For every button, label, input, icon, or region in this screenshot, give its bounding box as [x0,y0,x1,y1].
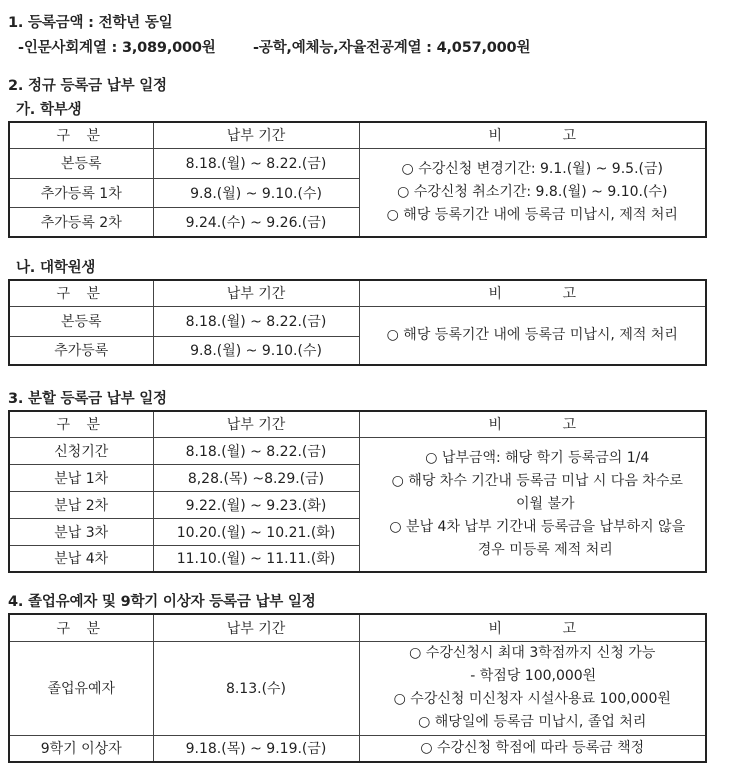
table-row [9,641,706,735]
remarks-cell [359,641,706,735]
table-row [9,735,706,762]
row-period: 9.8.(월) ~ 9.10.(수) [153,336,359,365]
col-header-period: 납부 기간 [153,614,359,641]
col-header-remarks: 비 고 [359,280,706,306]
row-period: 9.24.(수) ~ 9.26.(금) [153,207,359,237]
col-header-category: 구 분 [9,614,153,641]
col-header-category: 구 분 [9,280,153,306]
row-label: 분납 3차 [9,518,153,545]
row-label: 졸업유예자 [9,641,153,735]
remark-text: ○ 수강신청 미신청자 시설사용료 100,000원 [393,691,671,707]
remark-text: ○ 수강신청 학점에 따라 등록금 책정 [420,739,645,756]
row-label: 9학기 이상자 [9,735,153,762]
section3-title: 3. 분할 등록금 납부 일정 [8,391,167,407]
remark-text: ○ 해당 등록기간 내에 등록금 미납시, 제적 처리 [386,326,678,343]
row-period: 9.8.(월) ~ 9.10.(수) [153,178,359,207]
table-header-row [9,280,706,306]
tuition-engineering: -공학,예체능,자율전공계열 : 4,057,000원 [253,40,531,56]
row-period: 10.20.(월) ~ 10.21.(화) [153,518,359,545]
installment-schedule-table [8,410,707,573]
row-label: 추가등록 2차 [9,207,153,237]
undergrad-schedule-table [8,121,707,238]
grad-schedule-table [8,279,707,366]
row-period: 8.13.(수) [153,641,359,735]
row-label: 분납 4차 [9,545,153,572]
remark-text: ○ 납부금액: 해당 학기 등록금의 1/4 [425,449,650,466]
extended-students-table [8,613,707,763]
table-header-row [9,411,706,437]
tuition-humanities: -인문사회계열 : 3,089,000원 [18,40,216,56]
remarks-cell [359,735,706,762]
remark-text: ○ 해당 차수 기간내 등록금 미납 시 다음 차수로 [391,472,683,489]
row-label: 추가등록 1차 [9,178,153,207]
row-label: 본등록 [9,148,153,178]
grad-title: 나. 대학원생 [16,260,96,276]
remarks-cell [359,306,706,365]
undergrad-title: 가. 학부생 [16,102,82,118]
col-header-remarks: 비 고 [359,122,706,148]
col-header-period: 납부 기간 [153,122,359,148]
remark-text: 경우 미등록 제적 처리 [477,541,613,558]
col-header-period: 납부 기간 [153,411,359,437]
row-label: 본등록 [9,306,153,336]
col-header-period: 납부 기간 [153,280,359,306]
col-header-remarks: 비 고 [359,411,706,437]
row-label: 추가등록 [9,336,153,365]
row-period: 8.18.(월) ~ 8.22.(금) [153,306,359,336]
row-label: 분납 1차 [9,464,153,491]
row-period: 9.22.(월) ~ 9.23.(화) [153,491,359,518]
row-period: 8.18.(월) ~ 8.22.(금) [153,437,359,464]
row-label: 신청기간 [9,437,153,464]
remarks-cell [359,148,706,237]
remark-text: ○ 해당일에 등록금 미납시, 졸업 처리 [418,714,647,730]
row-period: 9.18.(목) ~ 9.19.(금) [153,735,359,762]
section4-title: 4. 졸업유예자 및 9학기 이상자 등록금 납부 일정 [8,594,316,610]
col-header-remarks: 비 고 [359,614,706,641]
table-row [9,306,706,336]
row-period: 8,28.(목) ~8.29.(금) [153,464,359,491]
section2-title: 2. 정규 등록금 납부 일정 [8,78,167,94]
table-row [9,148,706,178]
table-row [9,437,706,464]
remark-text: ○ 해당 등록기간 내에 등록금 미납시, 제적 처리 [386,206,678,223]
row-label: 분납 2차 [9,491,153,518]
remark-text: 이월 불가 [515,495,575,512]
table-header-row [9,122,706,148]
col-header-category: 구 분 [9,122,153,148]
remark-text: ○ 분납 4차 납부 기간내 등록금을 납부하지 않을 [389,518,686,535]
remark-text: ○ 수강신청 취소기간: 9.8.(월) ~ 9.10.(수) [397,183,668,200]
col-header-category: 구 분 [9,411,153,437]
table-header-row [9,614,706,641]
remark-text: ○ 수강신청시 최대 3학점까지 신청 가능 [409,645,656,661]
row-period: 8.18.(월) ~ 8.22.(금) [153,148,359,178]
remark-text: ○ 수강신청 변경기간: 9.1.(월) ~ 9.5.(금) [401,160,663,177]
row-period: 11.10.(월) ~ 11.11.(화) [153,545,359,572]
remarks-cell [359,437,706,572]
section1-title: 1. 등록금액 : 전학년 동일 [8,15,173,31]
remark-text: - 학점당 100,000원 [470,668,597,684]
